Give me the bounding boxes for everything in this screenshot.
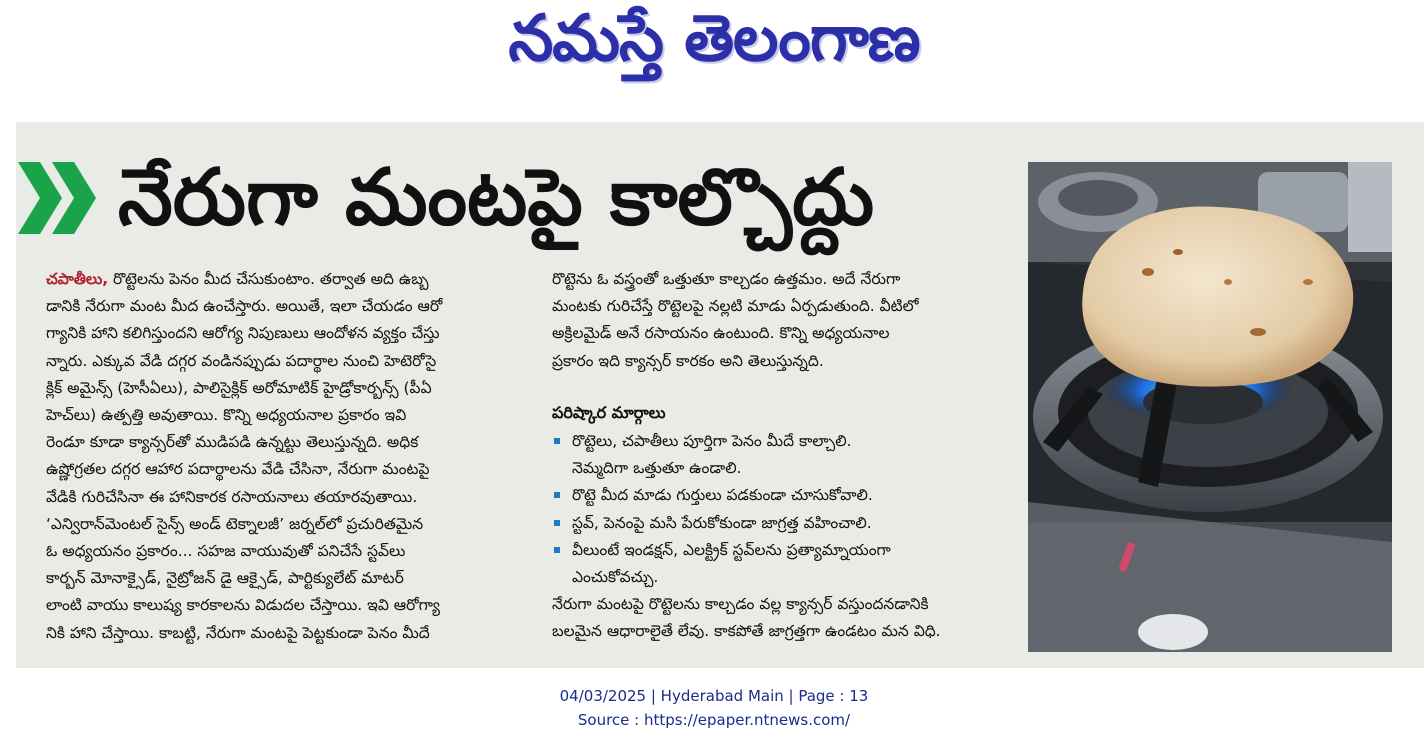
page-footer	[0, 684, 1428, 732]
remedy-list-item	[552, 510, 1024, 537]
paragraph-line: రెండూ కూడా క్యాన్సర్‌తో ముడిపడి ఉన్నట్టు తెలుస్తున్నది. అధిక	[46, 433, 419, 452]
square-bullet-icon	[554, 438, 560, 444]
lead-word: చపాతీలు,	[46, 270, 109, 288]
masthead	[0, 0, 1428, 110]
paragraph-line: కార్బన్ మోనాక్సైడ్, నైట్రోజన్ డై ఆక్సైడ్, పార్టిక్యులేట్ మాటర్	[46, 569, 404, 588]
closing-line: బలమైన ఆధారాలైతే లేవు. కాకపోతే జాగ్రత్తగా ఉండటం మన విధి.	[552, 622, 941, 641]
article-column-2	[552, 266, 1024, 646]
article-panel	[16, 122, 1424, 668]
remedy-list-item	[552, 482, 1024, 509]
square-bullet-icon	[554, 492, 560, 498]
remedy-text-line: ఎంచుకోవచ్చు.	[572, 568, 659, 587]
remedy-list-item	[552, 537, 1024, 591]
remedy-text-line: రొట్టె మీద మాడు గుర్తులు పడకుండా చూసుకోవాలి.	[572, 486, 873, 505]
paragraph-line: ఓ అధ్యయనం ప్రకారం... సహజ వాయువుతో పనిచేసే స్టవ్‌లు	[46, 542, 406, 561]
paragraph-line: నికి హాని చేస్తాయి. కాబట్టి, నేరుగా మంటపై పెట్టకుండా పెనం మీదే	[46, 623, 430, 642]
article-headline: నేరుగా మంటపై కాల్చొద్దు	[118, 153, 875, 243]
paragraph-line: ప్రకారం ఇది క్యాన్సర్ కారకం అని తెలుస్తున్నది.	[552, 351, 824, 370]
remedy-text-line: రొట్టెలు, చపాతీలు పూర్తిగా పెనం మీదే కాల్చాలి.	[572, 432, 852, 451]
paragraph-line: అక్రిలమైడ్ అనే రసాయనం ఉంటుంది. కొన్ని అధ్యయనాల	[552, 324, 890, 343]
edition-info: 04/03/2025 | Hyderabad Main | Page : 13	[559, 687, 869, 705]
roti-on-gas-stove-photo	[1028, 162, 1392, 652]
double-chevron-right-icon	[18, 158, 98, 238]
paragraph-line: రొట్టెను ఓ వస్త్రంతో ఒత్తుతూ కాల్చడం ఉత్తమం. అదే నేరుగా	[552, 270, 901, 288]
paragraph-line: డానికి నేరుగా మంట మీద ఉంచేస్తారు. అయితే, ఇలా చేయడం ఆరో	[46, 297, 443, 316]
paragraph-line: క్లిక్ అమైన్స్ (హెసీఏలు), పాలిసైక్లిక్ అరోమాటిక్ హైడ్రోకార్బన్స్ (పీఏ	[46, 378, 432, 397]
paragraph-line: ఉష్ణోగ్రతల దగ్గర ఆహార పదార్థాలను వేడి చేసినా, నేరుగా మంటపై	[46, 460, 430, 479]
paragraph-line: ‘ఎన్విరాన్‌మెంటల్ సైన్స్ అండ్ టెక్నాలజీ’ జర్నల్‌లో ప్రచురితమైన	[46, 514, 424, 533]
paragraph-line: న్నారు. ఎక్కువ వేడి దగ్గర వండినప్పుడు పదార్థాల నుంచి హెటెరోసై	[46, 351, 437, 370]
paragraph-line: గ్యానికి హాని కలిగిస్తుందని ఆరోగ్య నిపుణులు ఆందోళన వ్యక్తం చేస్తు	[46, 324, 440, 343]
paragraph-line: లాంటి వాయు కాలుష్య కారకాలను విడుదల చేస్తాయి. ఇవి ఆరోగ్యా	[46, 596, 440, 615]
remedy-text-line: స్టవ్, పెనంపై మసి పేరుకోకుండా జాగ్రత్త వహించాలి.	[572, 513, 872, 532]
square-bullet-icon	[554, 547, 560, 553]
closing-line: నేరుగా మంటపై రొట్టెలను కాల్చడం వల్ల క్యాన్సర్ వస్తుందనడానికి	[552, 595, 929, 614]
remedy-text-line: వీలుంటే ఇండక్షన్, ఎలక్ట్రిక్ స్టవ్‌లను ప్రత్యామ్నాయంగా	[572, 540, 891, 559]
square-bullet-icon	[554, 520, 560, 526]
paragraph-line: మంటకు గురిచేస్తే రొట్టెలపై నల్లటి మాడు ఏర్పడుతుంది. వీటిలో	[552, 297, 919, 316]
article-column-1	[46, 266, 544, 647]
paragraph-line: వేడికి గురిచేసినా ఈ హానికారక రసాయనాలు తయారవుతాయి.	[46, 487, 418, 506]
lead-line-text: రొట్టెలను పెనం మీద చేసుకుంటాం. తర్వాత అది ఉబ్బ	[108, 270, 429, 288]
newspaper-logo: నమస్తే తెలంగాణ	[508, 2, 920, 76]
remedy-text-line: నెమ్మదిగా ఒత్తుతూ ఉండాలి.	[572, 459, 742, 478]
remedies-list	[552, 428, 1024, 591]
paragraph-line: హెచ్‌లు) ఉత్పత్తి అవుతాయి. కొన్ని అధ్యయనాల ప్రకారం ఇవి	[46, 406, 407, 425]
source-link[interactable]: Source : https://epaper.ntnews.com/	[577, 711, 851, 729]
remedy-list-item	[552, 428, 1024, 482]
remedies-subheading: పరిష్కార మార్గాలు	[552, 402, 666, 422]
paragraph-line	[46, 266, 544, 293]
